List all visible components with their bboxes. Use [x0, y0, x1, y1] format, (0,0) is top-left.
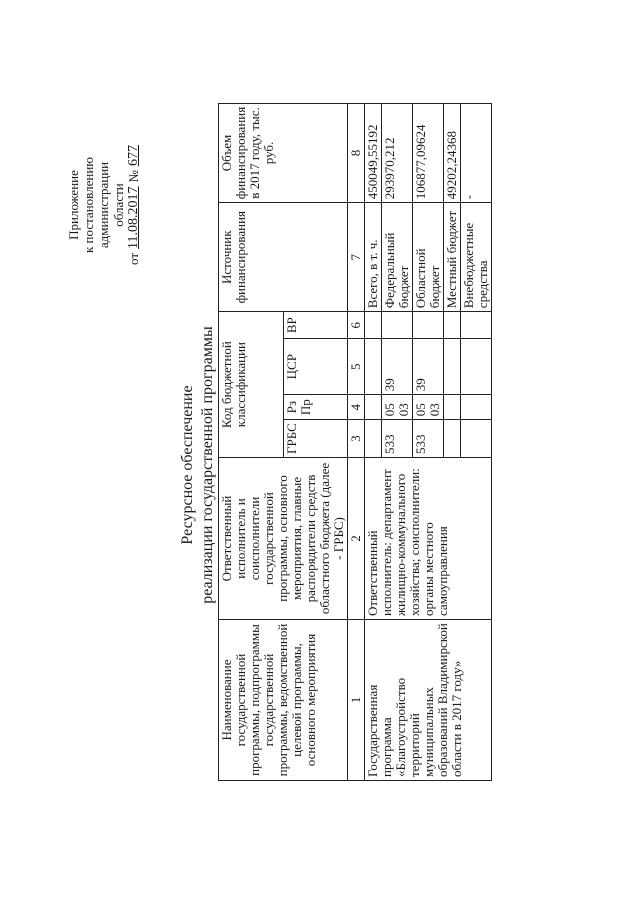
- header-program-name: Наименование государственной программы, подпрограммы государственной программы, ведомственной целевой программы, основного мероприятия: [219, 620, 348, 781]
- csr-cell: 39: [382, 339, 413, 395]
- rzpr-cell: [461, 395, 492, 420]
- grbs-cell: [444, 420, 461, 458]
- source-cell: Внебюджетные средства: [461, 203, 492, 312]
- resource-table: [218, 103, 492, 781]
- header-grbs: ГРБС: [283, 420, 348, 458]
- header-executor: Ответственный исполнитель и соисполнители государственной программы, основного мероприятия, главные распорядители средств областного бюджета (далее - ГРБС): [219, 458, 348, 620]
- title-line-1: Ресурсное обеспечение: [179, 385, 196, 545]
- header-vr: ВР: [283, 312, 348, 339]
- appendix-date-line: [126, 90, 141, 320]
- column-number: 8: [348, 103, 365, 202]
- appendix-line-1: Приложение: [66, 170, 81, 240]
- header-row-1: [219, 103, 284, 780]
- grbs-cell: [461, 420, 492, 458]
- column-number: 4: [348, 395, 365, 420]
- executor-cell: Ответственный исполнитель: департамент жилищно-коммунального хозяйства; соисполнители: органы местного самоуправления: [365, 458, 492, 620]
- page-title: [178, 155, 218, 775]
- amount-cell: 106877,09624: [413, 103, 444, 202]
- header-rzpr: Рз Пр: [283, 395, 348, 420]
- column-number: 2: [348, 458, 365, 620]
- grbs-cell: 533: [413, 420, 444, 458]
- source-cell: Областной бюджет: [413, 203, 444, 312]
- amount-cell: 293970,212: [382, 103, 413, 202]
- source-cell: Федеральный бюджет: [382, 203, 413, 312]
- column-number: 3: [348, 420, 365, 458]
- header-csr: ЦСР: [283, 339, 348, 395]
- appendix-line-4: области: [111, 183, 126, 227]
- appendix-number: 677: [126, 145, 141, 167]
- source-cell: Всего, в т. ч.: [365, 203, 382, 312]
- csr-cell: [365, 339, 382, 395]
- column-number: 7: [348, 203, 365, 312]
- appendix-block: [66, 90, 141, 320]
- csr-cell: [444, 339, 461, 395]
- appendix-line-2: к постановлению: [81, 156, 96, 254]
- source-cell: Местный бюджет: [444, 203, 461, 312]
- rzpr-cell: 05 03: [382, 395, 413, 420]
- header-budget-code: Код бюджетной классификации: [219, 312, 284, 458]
- grbs-cell: 533: [382, 420, 413, 458]
- date-prefix: от: [126, 252, 141, 265]
- vr-cell: [461, 312, 492, 339]
- rzpr-cell: [444, 395, 461, 420]
- column-number-row: [348, 103, 365, 780]
- column-number: 1: [348, 620, 365, 781]
- table-row: [365, 103, 382, 780]
- amount-cell: -: [461, 103, 492, 202]
- amount-cell: 450049,55192: [365, 103, 382, 202]
- number-prefix: №: [126, 170, 141, 183]
- appendix-date: 11.08.2017: [126, 186, 141, 249]
- rzpr-cell: 05 03: [413, 395, 444, 420]
- appendix-line-3: администрации: [96, 161, 111, 249]
- vr-cell: [413, 312, 444, 339]
- csr-cell: [461, 339, 492, 395]
- grbs-cell: [365, 420, 382, 458]
- header-volume: Объем финансирования в 2017 году, тыс. руб.: [219, 103, 348, 202]
- vr-cell: [365, 312, 382, 339]
- csr-cell: 39: [413, 339, 444, 395]
- vr-cell: [444, 312, 461, 339]
- column-number: 6: [348, 312, 365, 339]
- rzpr-cell: [365, 395, 382, 420]
- amount-cell: 49202,24368: [444, 103, 461, 202]
- header-source: Источник финансирования: [219, 203, 348, 312]
- vr-cell: [382, 312, 413, 339]
- program-name-cell: Государственная программа «Благоустройство территорий муниципальных образований Владимирской области в 2017 году»: [365, 620, 492, 781]
- title-line-2: реализации государственной программы: [199, 326, 216, 604]
- column-number: 5: [348, 339, 365, 395]
